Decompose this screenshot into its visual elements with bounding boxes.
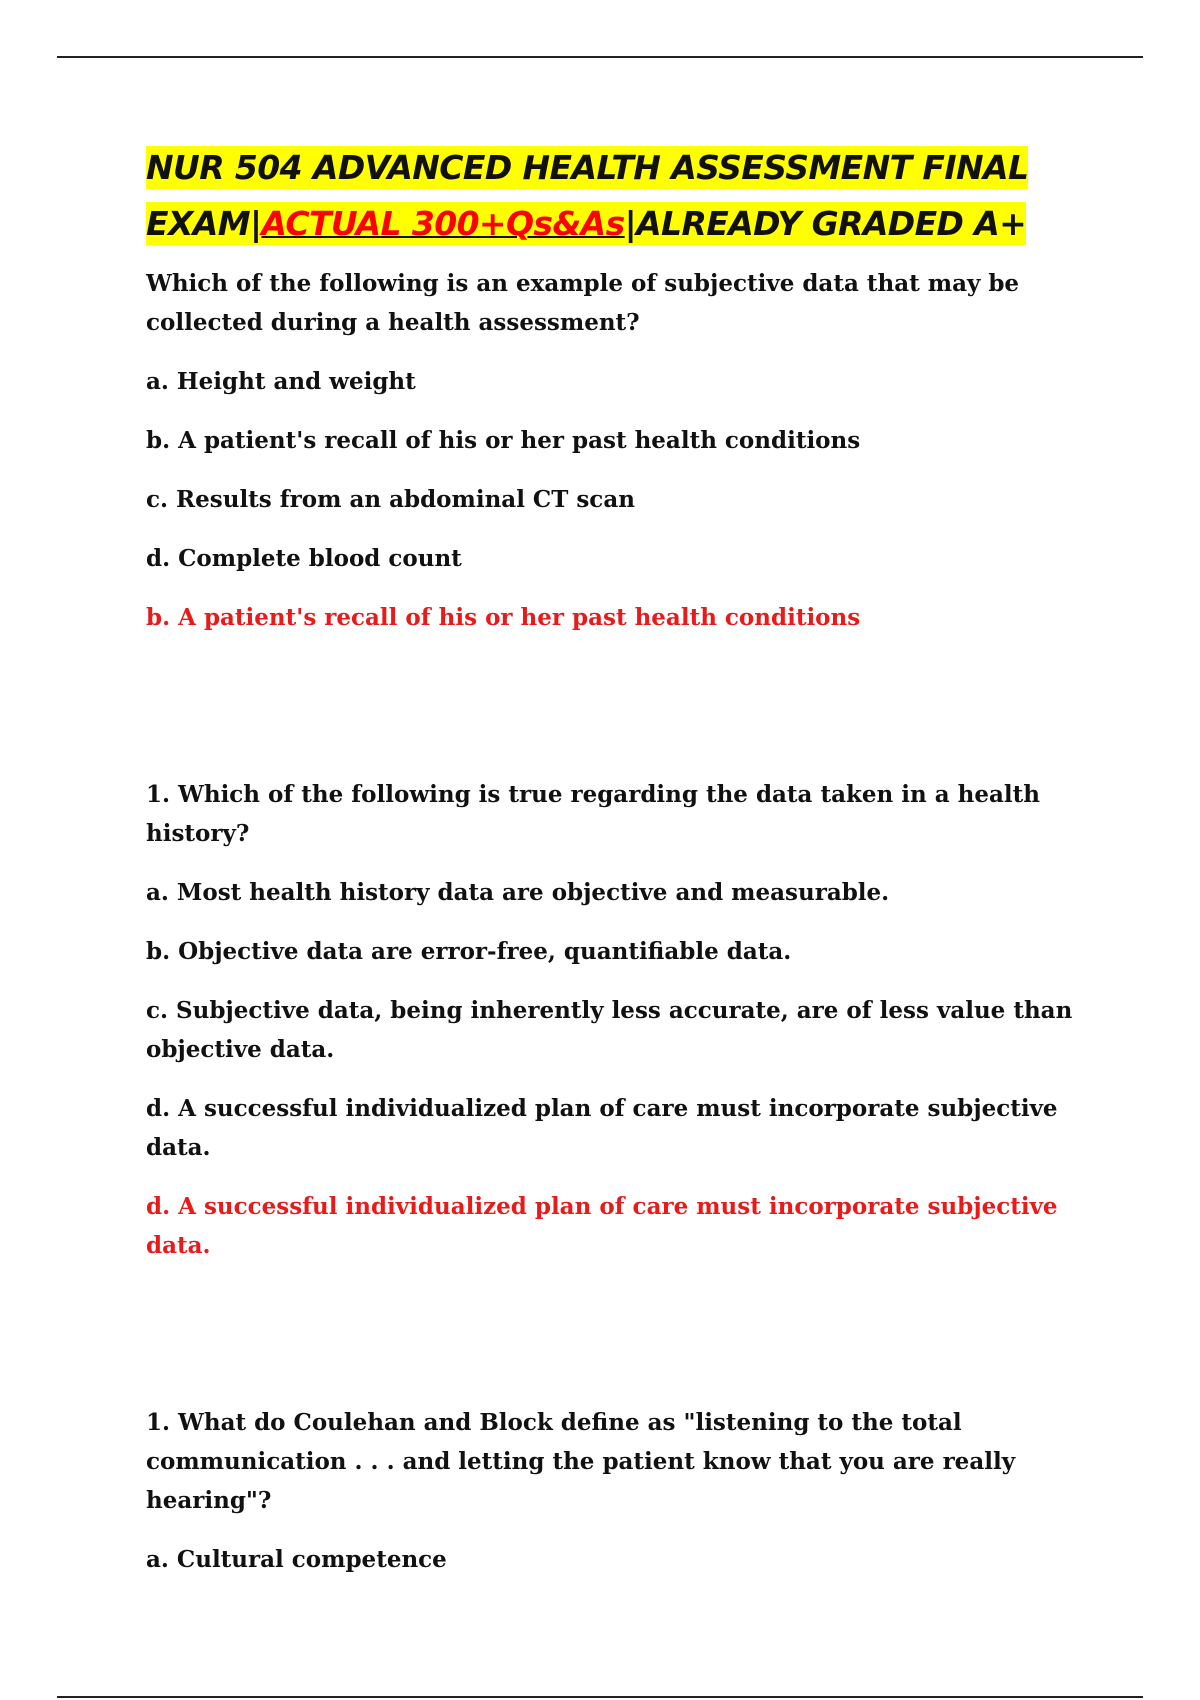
document-title — [146, 140, 1091, 252]
bottom-rule — [57, 1696, 1143, 1698]
title-part-3: |ALREADY GRADED A+ — [624, 204, 1027, 243]
document-body — [146, 140, 1091, 1599]
question-1 — [146, 264, 1091, 637]
option-a: a. Cultural competence — [146, 1546, 447, 1573]
title-part-1: NUR 504 ADVANCED HEALTH ASSESSMENT FINAL EXAM| — [146, 148, 1029, 243]
correct-answer: b. A patient's recall of his or her past health conditions — [146, 604, 861, 631]
title-part-2: ACTUAL 300+Qs&As — [261, 204, 625, 243]
correct-answer: d. A successful individualized plan of care must incorporate subjective data. — [146, 1193, 1058, 1259]
option-d: d. Complete blood count — [146, 545, 462, 572]
top-rule — [57, 56, 1143, 58]
question-text: Which of the following is an example of subjective data that may be collected during a health assessment? — [146, 270, 1020, 336]
question-text: 1. Which of the following is true regarding the data taken in a health history? — [146, 781, 1041, 847]
question-3 — [146, 1403, 1091, 1579]
option-a: a. Height and weight — [146, 368, 416, 395]
question-text: 1. What do Coulehan and Block define as "listening to the total communication . . . and letting the patient know that you are really hearing"? — [146, 1409, 1016, 1514]
option-c: c. Results from an abdominal CT scan — [146, 486, 635, 513]
option-b: b. Objective data are error-free, quantifiable data. — [146, 938, 792, 965]
option-b: b. A patient's recall of his or her past health conditions — [146, 427, 861, 454]
option-a: a. Most health history data are objective and measurable. — [146, 879, 890, 906]
option-d: d. A successful individualized plan of care must incorporate subjective data. — [146, 1095, 1058, 1161]
option-c: c. Subjective data, being inherently less accurate, are of less value than objective data. — [146, 997, 1073, 1063]
question-2 — [146, 775, 1091, 1265]
